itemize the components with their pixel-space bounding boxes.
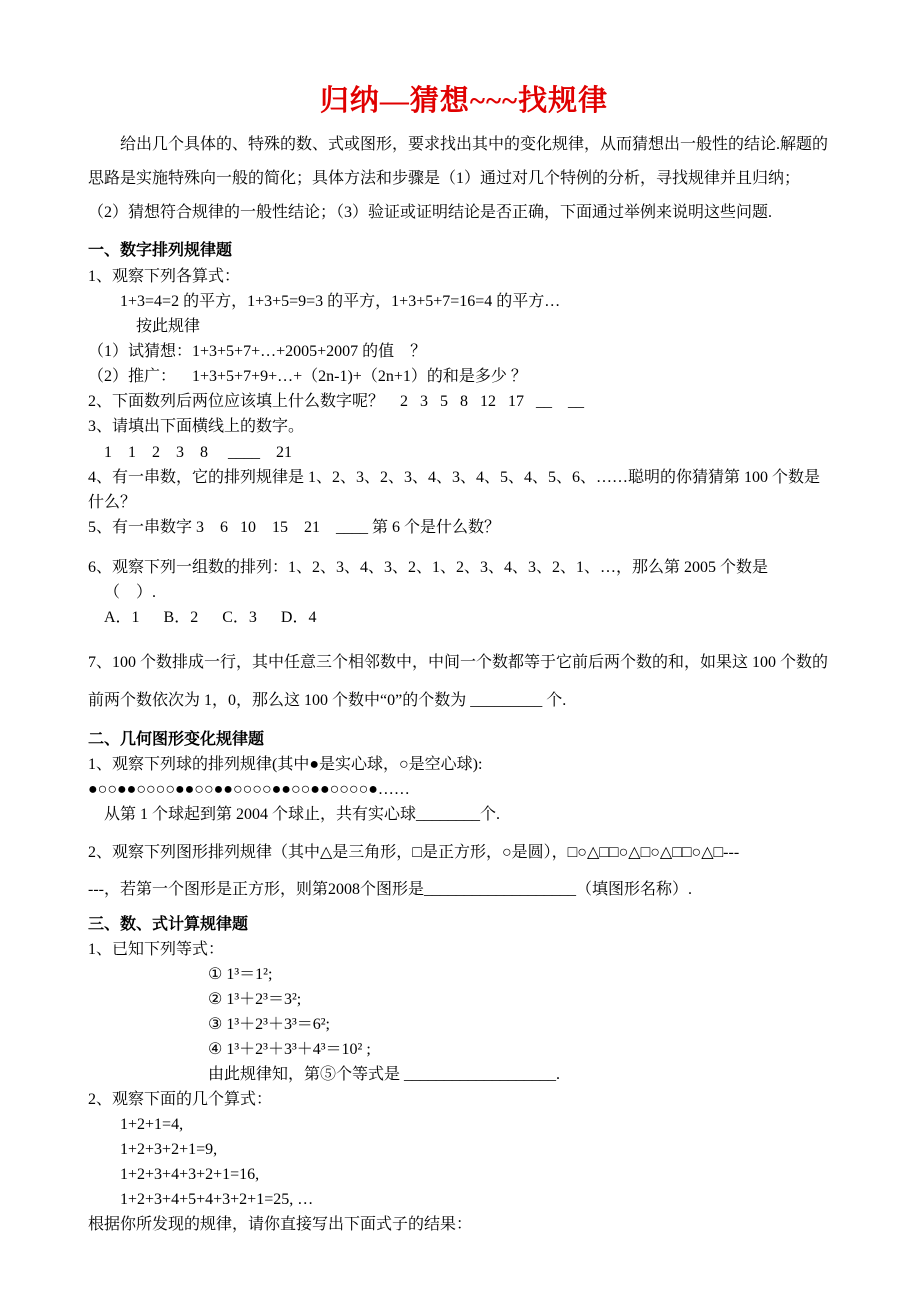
doc-line: ③ 1³＋2³＋3³＝6²;: [208, 1016, 330, 1033]
doc-line: 由此规律知，第⑤个等式是 ___________________.: [208, 1066, 561, 1083]
doc-line: ① 1³＝1²;: [208, 966, 273, 983]
document-title: 归纳—猜想~~~找规律: [319, 85, 609, 117]
doc-line: 6、观察下列一组数的排列：1、2、3、4、3、2、1、2、3、4、3、2、1、…，那么第 2005 个数是: [88, 559, 769, 576]
document-body: [88, 132, 840, 1237]
doc-line: 2、观察下列图形排列规律（其中△是三角形，□是正方形，○是圆），□○△□□○△□○△□□○△□---: [88, 844, 740, 861]
doc-line: 前两个数依次为 1，0，那么这 100 个数中“0”的个数为 _________ 个.: [88, 692, 567, 709]
doc-line: ---，若第一个图形是正方形，则第2008个图形是___________________（填图形名称）.: [88, 881, 692, 898]
doc-line: 1、已知下列等式：: [88, 941, 225, 958]
doc-line: 1+2+3+2+1=9,: [120, 1141, 218, 1158]
doc-line: 思路是实施特殊向一般的简化；具体方法和步骤是（1）通过对几个特例的分析，寻找规律并且归纳；: [88, 170, 801, 187]
doc-line: 3、请填出下面横线上的数字。: [88, 418, 305, 435]
doc-line: 2、观察下面的几个算式：: [88, 1091, 273, 1108]
doc-line: 4、有一串数，它的排列规律是 1、2、3、2、3、4、3、4、5、4、5、6、……聪明的你猜猜第 100 个数是: [88, 469, 821, 486]
doc-line: 根据你所发现的规律，请你直接写出下面式子的结果：: [88, 1216, 473, 1233]
doc-line: 7、100 个数排成一行，其中任意三个相邻数中，中间一个数都等于它前后两个数的和，如果这 100 个数的: [88, 654, 829, 671]
doc-line: （ ）.: [104, 584, 157, 601]
doc-line: 1 1 2 3 8 ____ 21: [104, 444, 292, 461]
doc-line: 1+2+3+4+3+2+1=16,: [120, 1166, 260, 1183]
doc-line: A．1 B．2 C．3 D．4: [104, 609, 317, 626]
section-heading: 一、数字排列规律题: [88, 242, 233, 259]
doc-line: ② 1³＋2³＝3²;: [208, 991, 302, 1008]
section-heading: 二、几何图形变化规律题: [88, 731, 265, 748]
doc-line: 1+3=4=2 的平方，1+3+5=9=3 的平方，1+3+5+7=16=4 的平方…: [120, 293, 561, 310]
doc-line: ●○○●●○○○○●●○○●●○○○○●●○○●●○○○○●……: [88, 781, 410, 798]
doc-line: 给出几个具体的、特殊的数、式或图形，要求找出其中的变化规律，从而猜想出一般性的结论.解题的: [120, 136, 829, 153]
doc-line: 2、下面数列后两位应该填上什么数字呢？ 2 3 5 8 12 17 __ __: [88, 393, 585, 410]
doc-line: 1、观察下列球的排列规律(其中●是实心球，○是空心球):: [88, 756, 483, 773]
doc-line: 5、有一串数字 3 6 10 15 21 ____ 第 6 个是什么数？: [88, 519, 501, 536]
doc-line: 1+2+1=4,: [120, 1116, 184, 1133]
doc-line: 从第 1 个球起到第 2004 个球止，共有实心球________个.: [104, 806, 501, 823]
doc-line: （2）猜想符合规律的一般性结论；（3）验证或证明结论是否正确，下面通过举例来说明这些问题.: [88, 204, 773, 221]
doc-line: 什么？: [88, 494, 137, 511]
doc-line: 1、观察下列各算式：: [88, 268, 241, 285]
section-heading: 三、数、式计算规律题: [88, 916, 249, 933]
doc-line: （2）推广： 1+3+5+7+9+…+（2n-1)+（2n+1）的和是多少 ？: [88, 368, 527, 385]
doc-line: 按此规律: [136, 318, 201, 335]
doc-line: ④ 1³＋2³＋3³＋4³＝10² ;: [208, 1041, 371, 1058]
doc-line: （1）试猜想：1+3+5+7+…+2005+2007 的值 ？: [88, 343, 427, 360]
doc-line: 1+2+3+4+5+4+3+2+1=25, …: [120, 1191, 314, 1208]
